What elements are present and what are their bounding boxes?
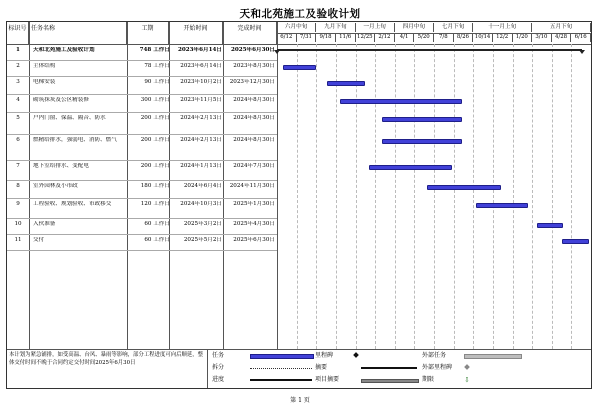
task-finish: 2025年4月30日 xyxy=(233,221,275,227)
task-duration: 200 工作日 xyxy=(140,137,170,143)
timescale-bottom-label: 9/18 xyxy=(316,33,336,42)
task-finish: 2024年8月30日 xyxy=(233,97,275,103)
task-duration: 180 工作日 xyxy=(140,183,170,189)
timescale-top-label: 一月上旬 xyxy=(356,23,395,32)
timescale-bottom-label: 6/16 xyxy=(571,33,591,42)
task-start: 2024年6月4日 xyxy=(183,183,222,189)
legend-summary-label: 摘要 xyxy=(315,364,328,371)
legend-progress-label: 进度 xyxy=(212,376,225,383)
task-name: 工程验收、规划验收、市政移交 xyxy=(33,201,112,207)
timescale-bottom-label: 1/20 xyxy=(513,33,533,42)
task-bar[interactable] xyxy=(369,165,452,170)
task-start: 2025年5月2日 xyxy=(183,237,222,243)
summary-bar xyxy=(277,49,582,51)
timescale-bottom-label: 5/20 xyxy=(414,33,434,42)
task-name: 户内门窗、保温、隔音、防水 xyxy=(33,115,106,121)
task-finish: 2025年1月30日 xyxy=(233,201,275,207)
task-duration: 200 工作日 xyxy=(140,115,170,121)
legend-summary-bar xyxy=(361,367,417,369)
legend-milestone-label: 里程碑 xyxy=(315,352,334,359)
schedule-note: 本计划为紧急铺排，如受高温、台风、暴雨等影响，部分工程进度可向后顺延，整体交付时间不晚于合同约定交付时间2025年6月30日 xyxy=(9,352,204,366)
legend-progress-bar xyxy=(250,379,312,381)
timescale-top-label: 五月下旬 xyxy=(532,23,591,32)
task-name: 主体结构 xyxy=(33,63,56,69)
legend-split-line xyxy=(250,368,312,369)
task-finish: 2025年6月30日 xyxy=(230,47,275,53)
legend-deadline-label: 期限 xyxy=(422,376,435,383)
task-finish: 2023年8月30日 xyxy=(233,63,275,69)
task-name: 室外园林及小市政 xyxy=(33,183,78,189)
header-finish: 完成时间 xyxy=(223,22,277,44)
task-bar[interactable] xyxy=(327,81,365,86)
task-id: 4 xyxy=(16,97,20,103)
gantt-table xyxy=(6,21,592,389)
timescale-bottom-label: 2/12 xyxy=(375,33,395,42)
timescale-top-label: 六月中旬 xyxy=(277,23,316,32)
header-name: 任务名称 xyxy=(29,22,127,44)
task-id: 10 xyxy=(14,221,22,227)
task-finish: 2024年8月30日 xyxy=(233,137,275,143)
timescale-bottom-label: 10/14 xyxy=(473,33,493,42)
task-finish: 2024年8月30日 xyxy=(233,115,275,121)
task-bar[interactable] xyxy=(340,99,462,104)
task-name: 砌筑抹灰及公区精装修 xyxy=(33,97,89,103)
legend-external-milestone-diamond xyxy=(464,364,470,370)
legend-external-milestone-label: 外部里程碑 xyxy=(422,364,453,371)
task-name: 电梯安装 xyxy=(33,79,56,85)
task-name: 入伙准备 xyxy=(33,221,56,227)
task-id: 6 xyxy=(16,137,20,143)
task-bar[interactable] xyxy=(476,203,528,208)
task-duration: 748 工作日 xyxy=(139,47,170,53)
legend-task-label: 任务 xyxy=(212,352,225,359)
timescale-bottom-label: 6/12 xyxy=(277,33,297,42)
header-start: 开始时间 xyxy=(169,22,223,44)
legend-external-task-label: 外部任务 xyxy=(422,352,447,359)
timescale-bottom-label: 12/25 xyxy=(356,33,376,42)
header-id: 标识号 xyxy=(7,22,29,44)
task-id: 9 xyxy=(16,201,20,207)
task-duration: 78 工作日 xyxy=(144,63,170,69)
task-duration: 200 工作日 xyxy=(140,163,170,169)
task-finish: 2025年6月30日 xyxy=(233,237,275,243)
task-start: 2023年6月14日 xyxy=(180,63,222,69)
header-duration: 工期 xyxy=(127,22,169,44)
task-id: 11 xyxy=(14,237,22,243)
timescale-top-label: 九月下旬 xyxy=(316,23,355,32)
timescale-bottom-label: 8/26 xyxy=(454,33,474,42)
task-duration: 90 工作日 xyxy=(144,79,170,85)
legend-task-bar xyxy=(250,354,314,359)
timescale-bottom-label: 7/8 xyxy=(434,33,454,42)
task-duration: 300 工作日 xyxy=(140,97,170,103)
task-name: 交付 xyxy=(33,237,45,243)
legend-external-task-bar xyxy=(464,354,522,359)
timescale-bottom-label: 12/2 xyxy=(493,33,513,42)
task-finish: 2024年7月30日 xyxy=(233,163,275,169)
timescale-top-label: 十一月上旬 xyxy=(473,23,532,32)
legend-project-summary-bar xyxy=(361,379,419,383)
task-start: 2024年2月13日 xyxy=(180,115,222,121)
legend-project-summary-label: 项目摘要 xyxy=(315,376,340,383)
task-bar[interactable] xyxy=(382,117,462,122)
task-id: 8 xyxy=(16,183,20,189)
task-bar[interactable] xyxy=(382,139,462,144)
page-number: 第 1 页 xyxy=(290,397,310,404)
task-bar[interactable] xyxy=(427,185,501,190)
timescale-bottom-label: 4/28 xyxy=(552,33,572,42)
task-id: 7 xyxy=(16,163,20,169)
task-finish: 2023年12月30日 xyxy=(229,79,275,85)
task-bar[interactable] xyxy=(283,65,316,70)
summary-bar-cap xyxy=(274,50,280,54)
task-duration: 120 工作日 xyxy=(140,201,170,207)
task-id: 5 xyxy=(16,115,20,121)
summary-bar-cap xyxy=(579,50,585,54)
page-title: 天和北苑施工及验收计划 xyxy=(239,8,361,20)
task-start: 2024年10月3日 xyxy=(180,201,222,207)
legend-split-label: 拆分 xyxy=(212,364,225,371)
task-id: 2 xyxy=(16,63,20,69)
task-finish: 2024年11月30日 xyxy=(229,183,275,189)
task-id: 1 xyxy=(16,47,20,53)
task-bar[interactable] xyxy=(537,223,563,228)
task-name: 天和北苑施工及验收计划 xyxy=(33,47,95,53)
task-name: 地下室给排水、变配电 xyxy=(33,163,89,169)
task-duration: 60 工作日 xyxy=(144,237,170,243)
timescale-top-label: 四月中旬 xyxy=(395,23,434,32)
timescale-top-label: 七月下旬 xyxy=(434,23,473,32)
legend-milestone-diamond xyxy=(353,352,359,358)
task-start: 2023年6月14日 xyxy=(177,47,222,53)
task-id: 3 xyxy=(16,79,20,85)
task-start: 2023年11月5日 xyxy=(180,97,222,103)
task-start: 2024年1月13日 xyxy=(180,163,222,169)
task-bar[interactable] xyxy=(562,239,589,244)
task-duration: 60 工作日 xyxy=(144,221,170,227)
task-start: 2023年10月2日 xyxy=(180,79,222,85)
timescale-bottom-label: 3/10 xyxy=(532,33,552,42)
timescale-bottom-label: 11/6 xyxy=(336,33,356,42)
task-start: 2025年3月2日 xyxy=(183,221,222,227)
task-name: 燃精给排水，强弱电、消防、燃气 xyxy=(33,137,117,143)
timescale-bottom-label: 4/1 xyxy=(395,33,415,42)
task-start: 2024年2月13日 xyxy=(180,137,222,143)
timescale-bottom-label: 7/31 xyxy=(297,33,317,42)
legend-deadline-arrow-icon: ⇩ xyxy=(464,376,470,384)
